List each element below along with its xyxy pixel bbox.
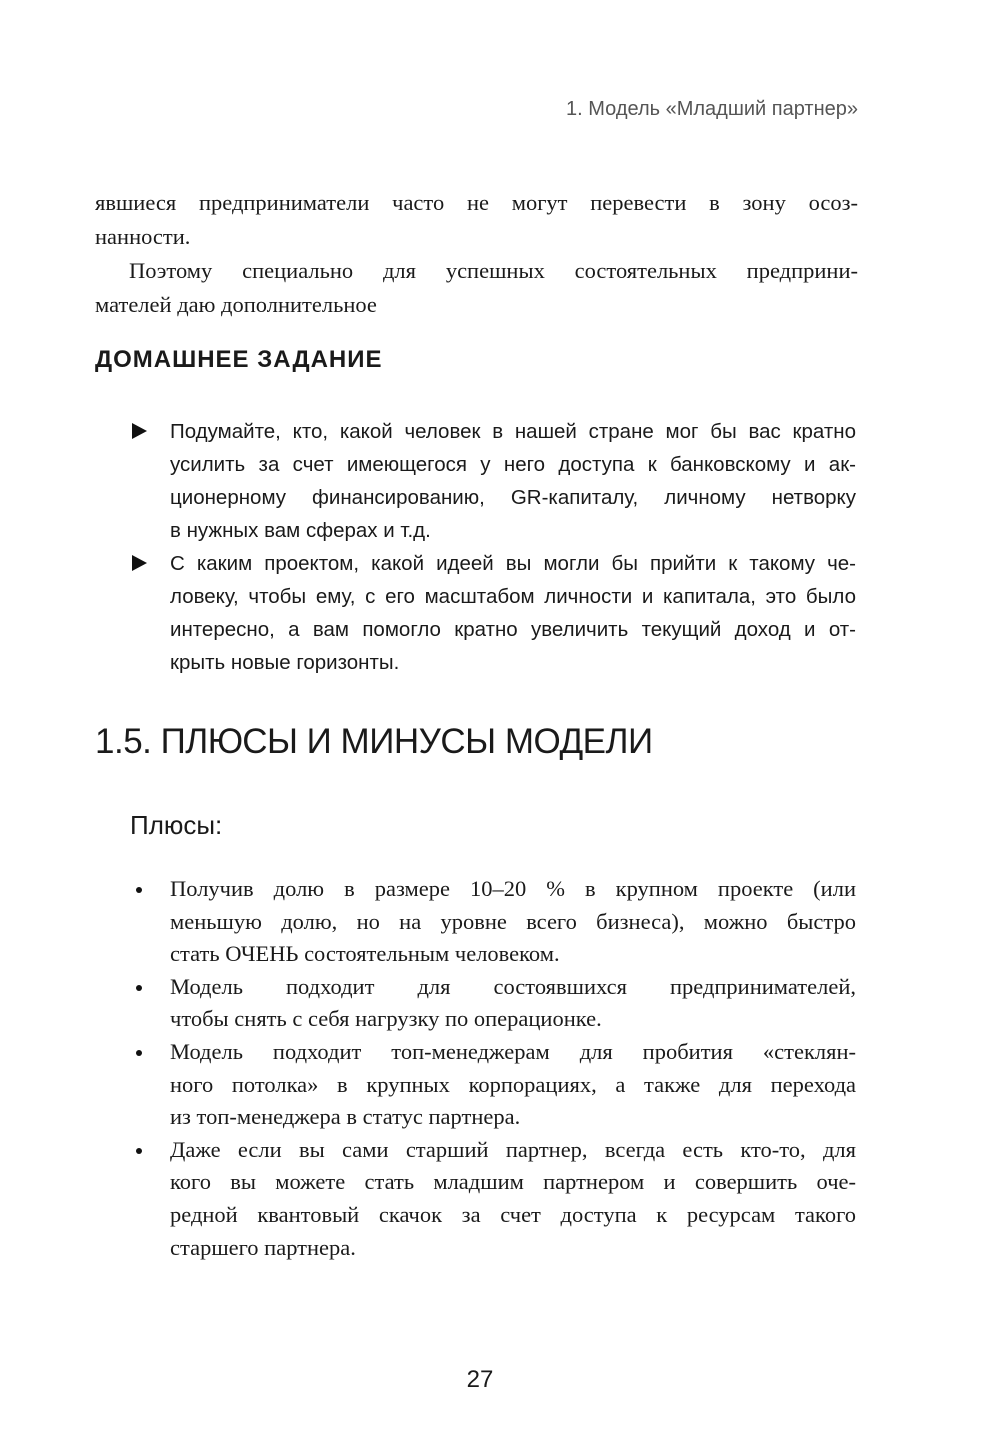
list-item [130, 1036, 856, 1134]
bullet-dot-icon [136, 887, 142, 893]
text-line: мателей даю дополнительное [95, 292, 377, 317]
text-line: Модель подходит топ-менеджерам для пробития «стеклян- [170, 1038, 856, 1064]
homework-list [132, 415, 856, 679]
bullet-dot-icon [136, 1148, 142, 1154]
bullet-dot-icon [136, 1050, 142, 1056]
text-line: С каким проектом, какой идеей вы могли бы прийти к такому че- [170, 552, 856, 575]
text-line: стать ОЧЕНЬ состоятельным человеком. [170, 941, 560, 967]
text-line: Поэтому специально для успешных состоятельных предприни- [129, 258, 858, 283]
pluses-list [130, 873, 856, 1264]
text-line: нанности. [95, 224, 191, 249]
triangle-bullet-icon [132, 423, 147, 439]
page-number: 27 [466, 1366, 494, 1393]
text-line: чтобы снять с себя нагрузку по операционке. [170, 1006, 602, 1032]
text-line: в нужных вам сферах и т.д. [170, 519, 431, 542]
text-line: Получив долю в размере 10–20 % в крупном проекте (или [170, 876, 856, 901]
bullet-dot-icon [136, 985, 142, 991]
text-line: ного потолка» в крупных корпорациях, а также для перехода [170, 1071, 856, 1097]
text-line: явшиеся предприниматели часто не могут перевести в зону осоз- [95, 190, 858, 215]
pluses-title: Плюсы: [130, 810, 223, 840]
text-line: Даже если вы сами старший партнер, всегда есть кто-то, для [170, 1136, 856, 1162]
text-line: кого вы можете стать младшим партнером и совершить оче- [170, 1169, 856, 1195]
text-line: интересно, а вам помогло кратно увеличить текущий доход и от- [170, 618, 856, 641]
text-line: ционерному финансированию, GR-капиталу, личному нетворку [170, 486, 856, 509]
list-item [130, 1134, 856, 1264]
list-item [132, 415, 856, 547]
list-item [130, 971, 856, 1036]
list-item [130, 873, 856, 971]
running-header: 1. Модель «Младший партнер» [566, 98, 858, 120]
text-line: старшего партнера. [170, 1234, 356, 1260]
paragraph [95, 186, 858, 254]
triangle-bullet-icon [132, 555, 147, 571]
text-line: редной квантовый скачок за счет доступа к ресурсам такого [170, 1201, 856, 1227]
text-line: Подумайте, кто, какой человек в нашей стране мог бы вас кратно [170, 420, 856, 443]
text-line: меньшую долю, но на уровне всего бизнеса), можно быстро [170, 908, 856, 934]
text-line: усилить за счет имеющегося у него доступа к банковскому и ак- [170, 453, 856, 476]
intro-text [95, 186, 858, 322]
text-line: крыть новые горизонты. [170, 651, 400, 674]
paragraph [95, 254, 858, 322]
text-line: ловеку, чтобы ему, с его масштабом личности и капитала, это было [170, 585, 856, 608]
section-title: 1.5. ПЛЮСЫ И МИНУСЫ МОДЕЛИ [95, 722, 653, 761]
text-line: из топ-менеджера в статус партнера. [170, 1104, 521, 1130]
homework-title: ДОМАШНЕЕ ЗАДАНИЕ [95, 346, 383, 373]
list-item [132, 547, 856, 679]
text-line: Модель подходит для состоявшихся предпринимателей, [170, 973, 856, 999]
